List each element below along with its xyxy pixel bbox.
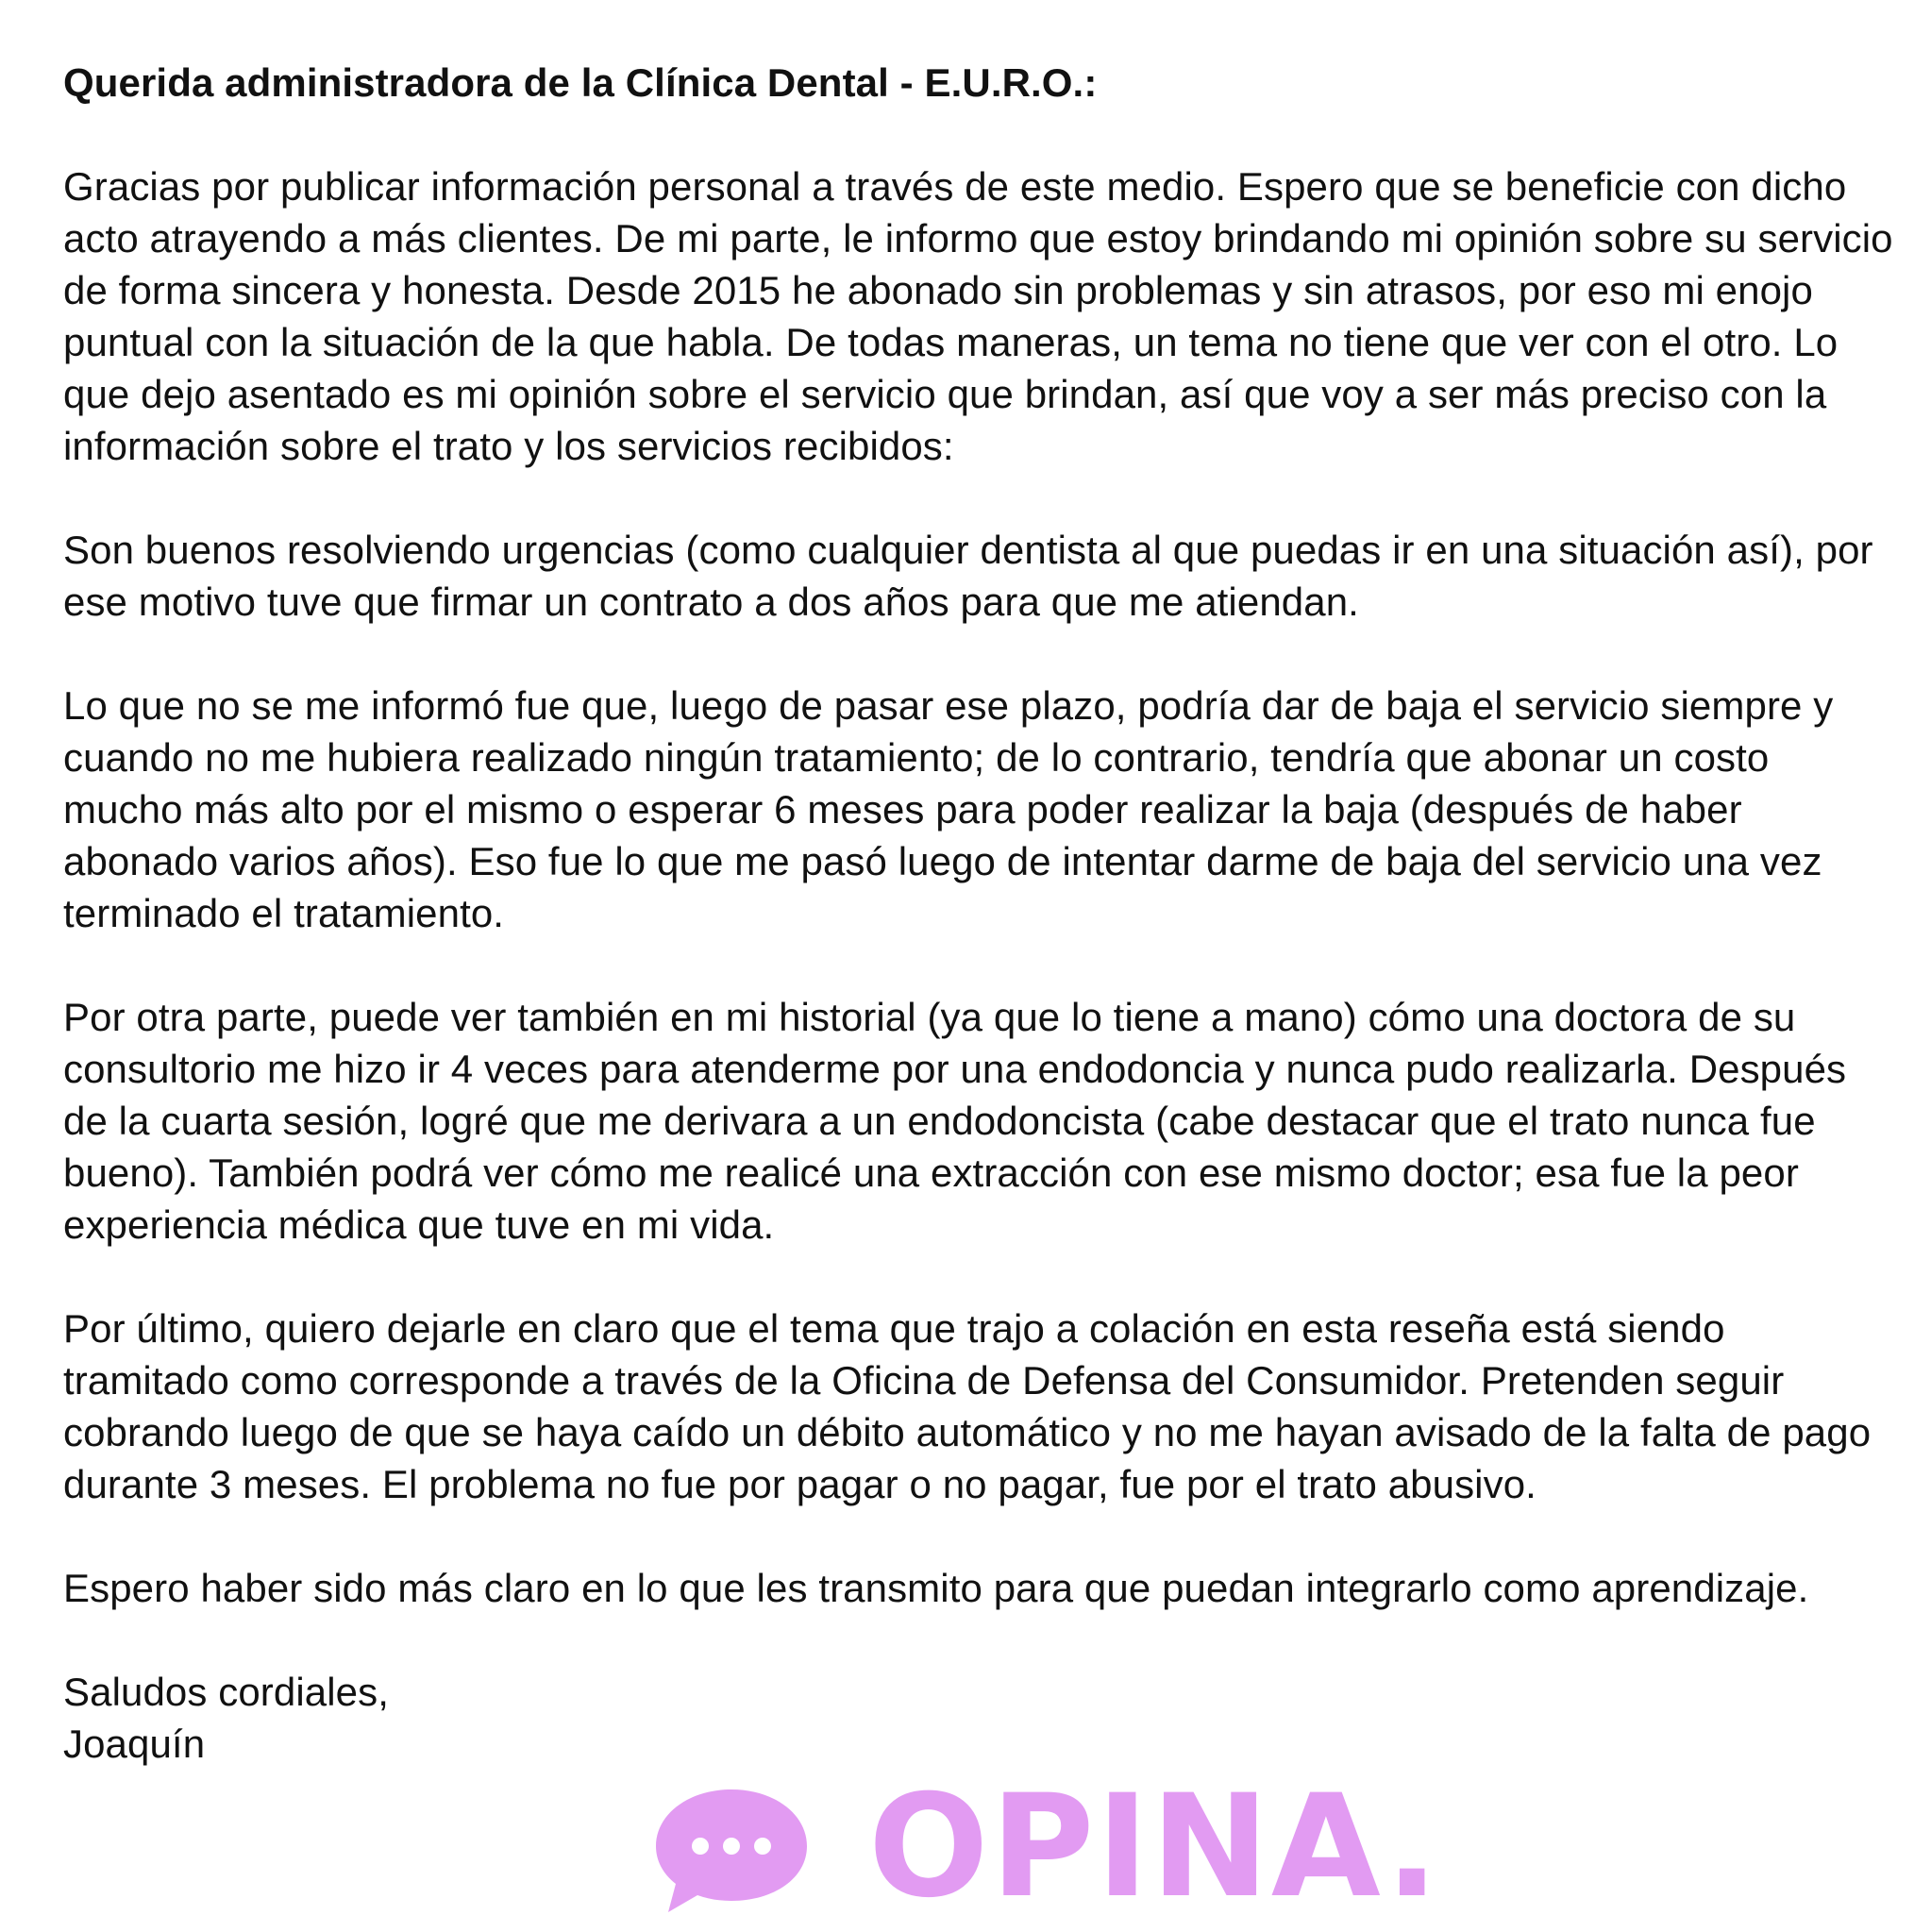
signature: Joaquín xyxy=(63,1722,206,1766)
letter-body xyxy=(63,57,1894,1770)
brand-name: OPINA. xyxy=(868,1765,1441,1929)
letter-closing xyxy=(63,1666,1894,1770)
letter-paragraph: Por último, quiero dejarle en claro que el tema que trajo a colación en esta reseña está siendo tramitado como corresponde a través de la Oficina de Defensa del Consumidor. Pretenden seguir cobrando luego de que se haya caído un débito automático y no me hayan avisado de la falta de pago durante 3 meses. El problema no fue por pagar o no pagar, fue por el trato abusivo. xyxy=(63,1306,1872,1506)
letter-paragraph: Por otra parte, puede ver también en mi historial (ya que lo tiene a mano) cómo una doctora de su consultorio me hizo ir 4 veces para atenderme por una endodoncia y nunca pudo realizarla. Después de la cuarta sesión, logré que me derivara a un endodoncista (cabe destacar que el trato nunca fue bueno). También podrá ver cómo me realicé una extracción con ese mismo doctor; esa fue la peor experiencia médica que tuve en mi vida. xyxy=(63,995,1847,1247)
chat-bubble-icon xyxy=(651,1784,812,1916)
closing-phrase: Saludos cordiales, xyxy=(63,1670,389,1714)
opina-logo xyxy=(651,1765,1441,1929)
letter-paragraph: Lo que no se me informó fue que, luego de pasar ese plazo, podría dar de baja el servicio siempre y cuando no me hubiera realizado ningún tratamiento; de lo contrario, tendría que abonar un costo mucho más alto por el mismo o esperar 6 meses para poder realizar la baja (después de haber abonado varios años). Eso fue lo que me pasó luego de intentar darme de baja del servicio una vez terminado el tratamiento. xyxy=(63,683,1834,935)
letter-paragraph: Espero haber sido más claro en lo que les transmito para que puedan integrarlo como aprendizaje. xyxy=(63,1566,1809,1610)
letter-salutation: Querida administradora de la Clínica Dental - E.U.R.O.: xyxy=(63,60,1098,105)
letter-paragraph: Gracias por publicar información personal a través de este medio. Espero que se beneficie con dicho acto atrayendo a más clientes. De mi parte, le informo que estoy brindando mi opinión sobre su servicio de forma sincera y honesta. Desde 2015 he abonado sin problemas y sin atrasos, por eso mi enojo puntual con la situación de la que habla. De todas maneras, un tema no tiene que ver con el otro. Lo que dejo asentado es mi opinión sobre el servicio que brindan, así que voy a ser más preciso con la información sobre el trato y los servicios recibidos: xyxy=(63,164,1893,468)
letter-paragraph: Son buenos resolviendo urgencias (como cualquier dentista al que puedas ir en una situación así), por ese motivo tuve que firmar un contrato a dos años para que me atiendan. xyxy=(63,528,1873,624)
